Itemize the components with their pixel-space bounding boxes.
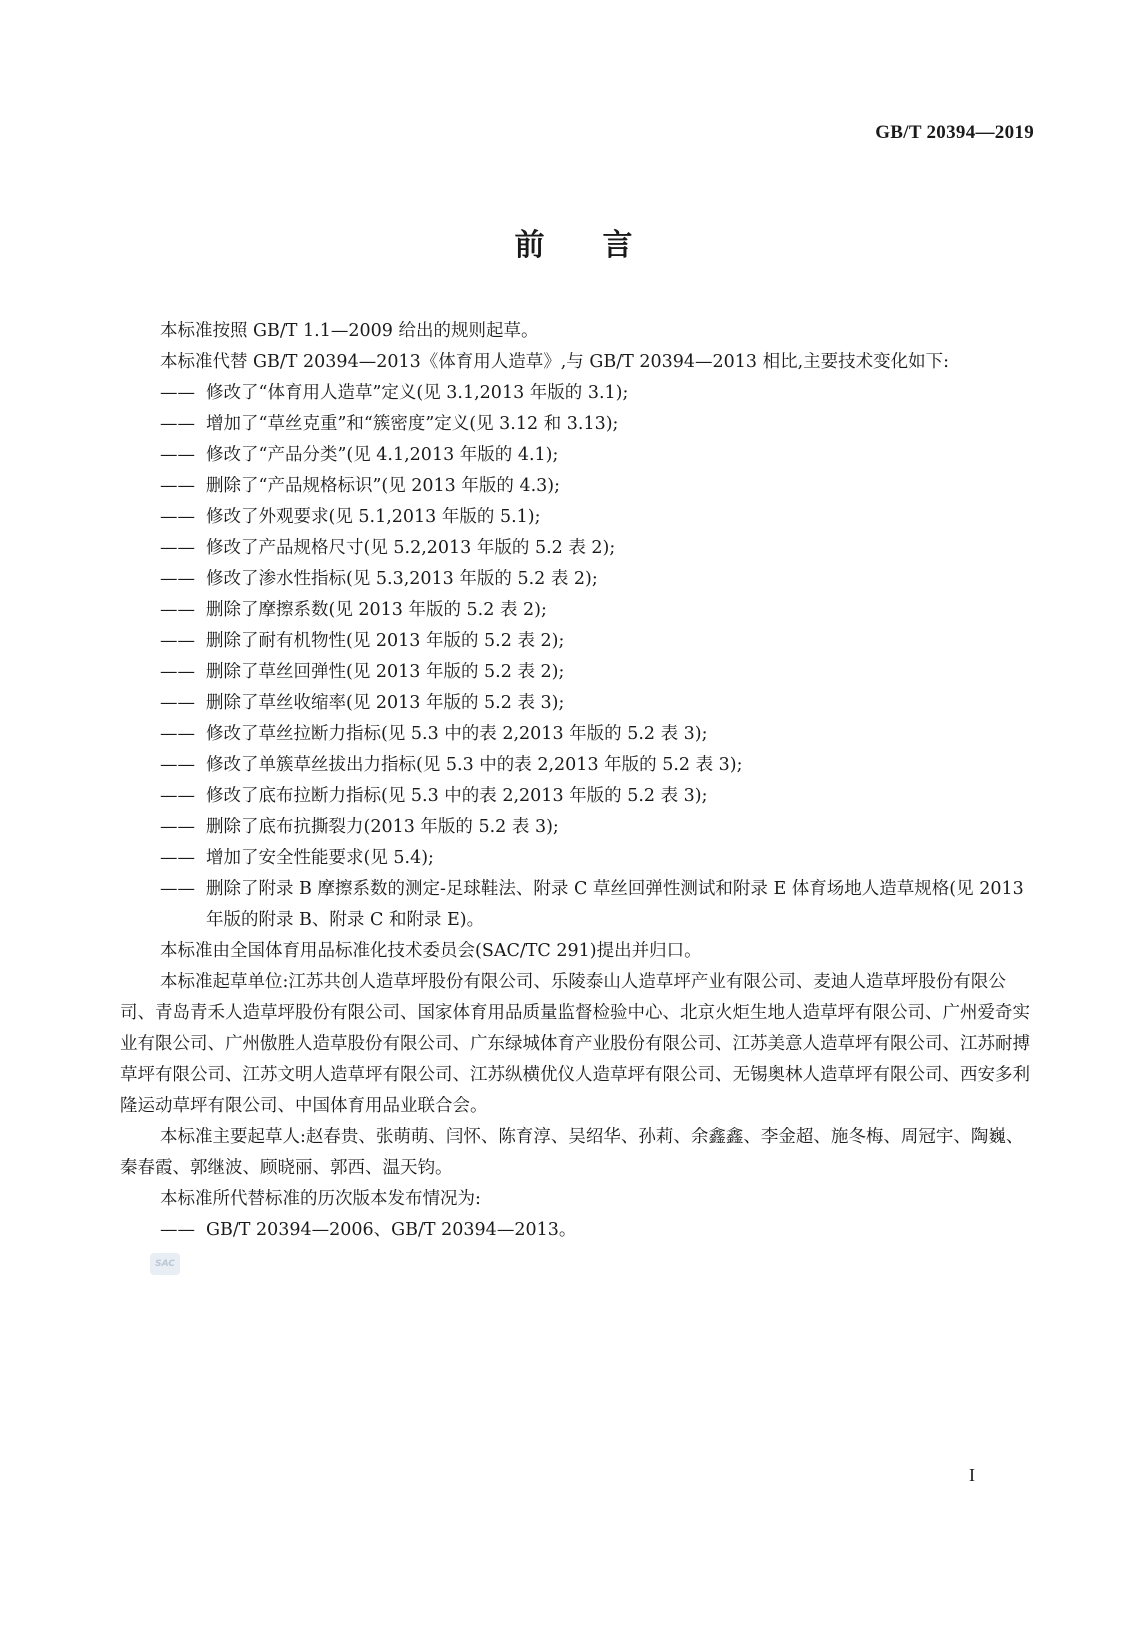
list-item-text: 删除了摩擦系数(见 2013 年版的 5.2 表 2); (206, 600, 547, 620)
sac-logo-text: SAC (155, 1259, 175, 1269)
list-dash: —— (160, 724, 195, 744)
list-item (160, 719, 1030, 750)
list-item (160, 533, 1030, 564)
list-item-text: 修改了产品规格尺寸(见 5.2,2013 年版的 5.2 表 2); (206, 538, 616, 558)
page-title: 前言 (514, 228, 691, 263)
paragraph-replacement: 本标准代替 GB/T 20394—2013《体育用人造草》,与 GB/T 20394—2013 相比,主要技术变化如下: (160, 352, 950, 372)
list-dash: —— (160, 879, 195, 899)
list-item-text: 删除了“产品规格标识”(见 2013 年版的 4.3); (206, 476, 560, 496)
list-dash: —— (160, 445, 195, 465)
list-item (160, 409, 1030, 440)
list-item (160, 750, 1030, 781)
list-item (160, 874, 1030, 936)
previous-versions-text: GB/T 20394—2006、GB/T 20394—2013。 (206, 1220, 577, 1240)
list-item-text: 修改了单簇草丝拔出力指标(见 5.3 中的表 2,2013 年版的 5.2 表 3); (206, 755, 743, 775)
list-dash: —— (160, 786, 195, 806)
list-dash: —— (160, 848, 195, 868)
list-item-text: 修改了“体育用人造草”定义(见 3.1,2013 年版的 3.1); (206, 383, 629, 403)
list-item (160, 843, 1030, 874)
list-item (160, 781, 1030, 812)
list-item (160, 626, 1030, 657)
list-item (160, 564, 1030, 595)
list-item-previous-versions (160, 1215, 1030, 1246)
foreword-body (120, 316, 1030, 1246)
list-dash: —— (160, 693, 195, 713)
list-dash: —— (160, 662, 195, 682)
list-item-text: 修改了渗水性指标(见 5.3,2013 年版的 5.2 表 2); (206, 569, 598, 589)
list-dash: —— (160, 476, 195, 496)
list-dash: —— (160, 631, 195, 651)
list-dash: —— (160, 1220, 195, 1240)
list-item-text: 删除了底布抗撕裂力(2013 年版的 5.2 表 3); (206, 817, 559, 837)
list-item-text: 修改了“产品分类”(见 4.1,2013 年版的 4.1); (206, 445, 559, 465)
list-item (160, 595, 1030, 626)
list-item (160, 471, 1030, 502)
list-item-text: 修改了草丝拉断力指标(见 5.3 中的表 2,2013 年版的 5.2 表 3); (206, 724, 708, 744)
list-item-text: 增加了“草丝克重”和“簇密度”定义(见 3.12 和 3.13); (206, 414, 619, 434)
standard-code: GB/T 20394—2019 (875, 122, 1034, 143)
list-item-text: 删除了草丝回弹性(见 2013 年版的 5.2 表 2); (206, 662, 565, 682)
list-item (160, 502, 1030, 533)
changes-list (160, 378, 1030, 936)
list-dash: —— (160, 569, 195, 589)
list-dash: —— (160, 414, 195, 434)
list-item-text: 删除了耐有机物性(见 2013 年版的 5.2 表 2); (206, 631, 565, 651)
list-item-text: 删除了草丝收缩率(见 2013 年版的 5.2 表 3); (206, 693, 565, 713)
list-dash: —— (160, 383, 195, 403)
paragraph-drafters: 本标准主要起草人:赵春贵、张萌萌、闫怀、陈育淳、吴绍华、孙莉、余鑫鑫、李金超、施冬梅、周冠宇、陶巍、秦春霞、郭继波、顾晓丽、郭西、温天钧。 (120, 1127, 1024, 1178)
list-item-text: 修改了底布拉断力指标(见 5.3 中的表 2,2013 年版的 5.2 表 3); (206, 786, 708, 806)
list-item (160, 657, 1030, 688)
paragraph-drafting-units: 本标准起草单位:江苏共创人造草坪股份有限公司、乐陵泰山人造草坪产业有限公司、麦迪人造草坪股份有限公司、青岛青禾人造草坪股份有限公司、国家体育用品质量监督检验中心、北京火炬生地人造草坪有限公司、广州爱奇实业有限公司、广州傲胜人造草股份有限公司、广东绿城体育产业股份有限公司、江苏美意人造草坪有限公司、江苏耐搏草坪有限公司、江苏文明人造草坪有限公司、江苏纵横优仪人造草坪有限公司、无锡奥林人造草坪有限公司、西安多利隆运动草坪有限公司、中国体育用品业联合会。 (120, 972, 1030, 1116)
list-dash: —— (160, 817, 195, 837)
paragraph-drafting-rules: 本标准按照 GB/T 1.1—2009 给出的规则起草。 (160, 321, 539, 341)
list-dash: —— (160, 538, 195, 558)
sac-watermark-logo (150, 1253, 180, 1275)
paragraph-proposer: 本标准由全国体育用品标准化技术委员会(SAC/TC 291)提出并归口。 (160, 941, 702, 961)
list-item-text: 删除了附录 B 摩擦系数的测定-足球鞋法、附录 C 草丝回弹性测试和附录 E 体育场地人造草规格(见 2013 年版的附录 B、附录 C 和附录 E)。 (206, 879, 1024, 930)
paragraph-history: 本标准所代替标准的历次版本发布情况为: (160, 1189, 481, 1209)
list-dash: —— (160, 600, 195, 620)
list-item (160, 688, 1030, 719)
list-item-text: 修改了外观要求(见 5.1,2013 年版的 5.1); (206, 507, 541, 527)
list-item (160, 812, 1030, 843)
list-dash: —— (160, 507, 195, 527)
list-item (160, 440, 1030, 471)
page-number: I (969, 1465, 975, 1485)
list-item-text: 增加了安全性能要求(见 5.4); (206, 848, 434, 868)
list-item (160, 378, 1030, 409)
list-dash: —— (160, 755, 195, 775)
